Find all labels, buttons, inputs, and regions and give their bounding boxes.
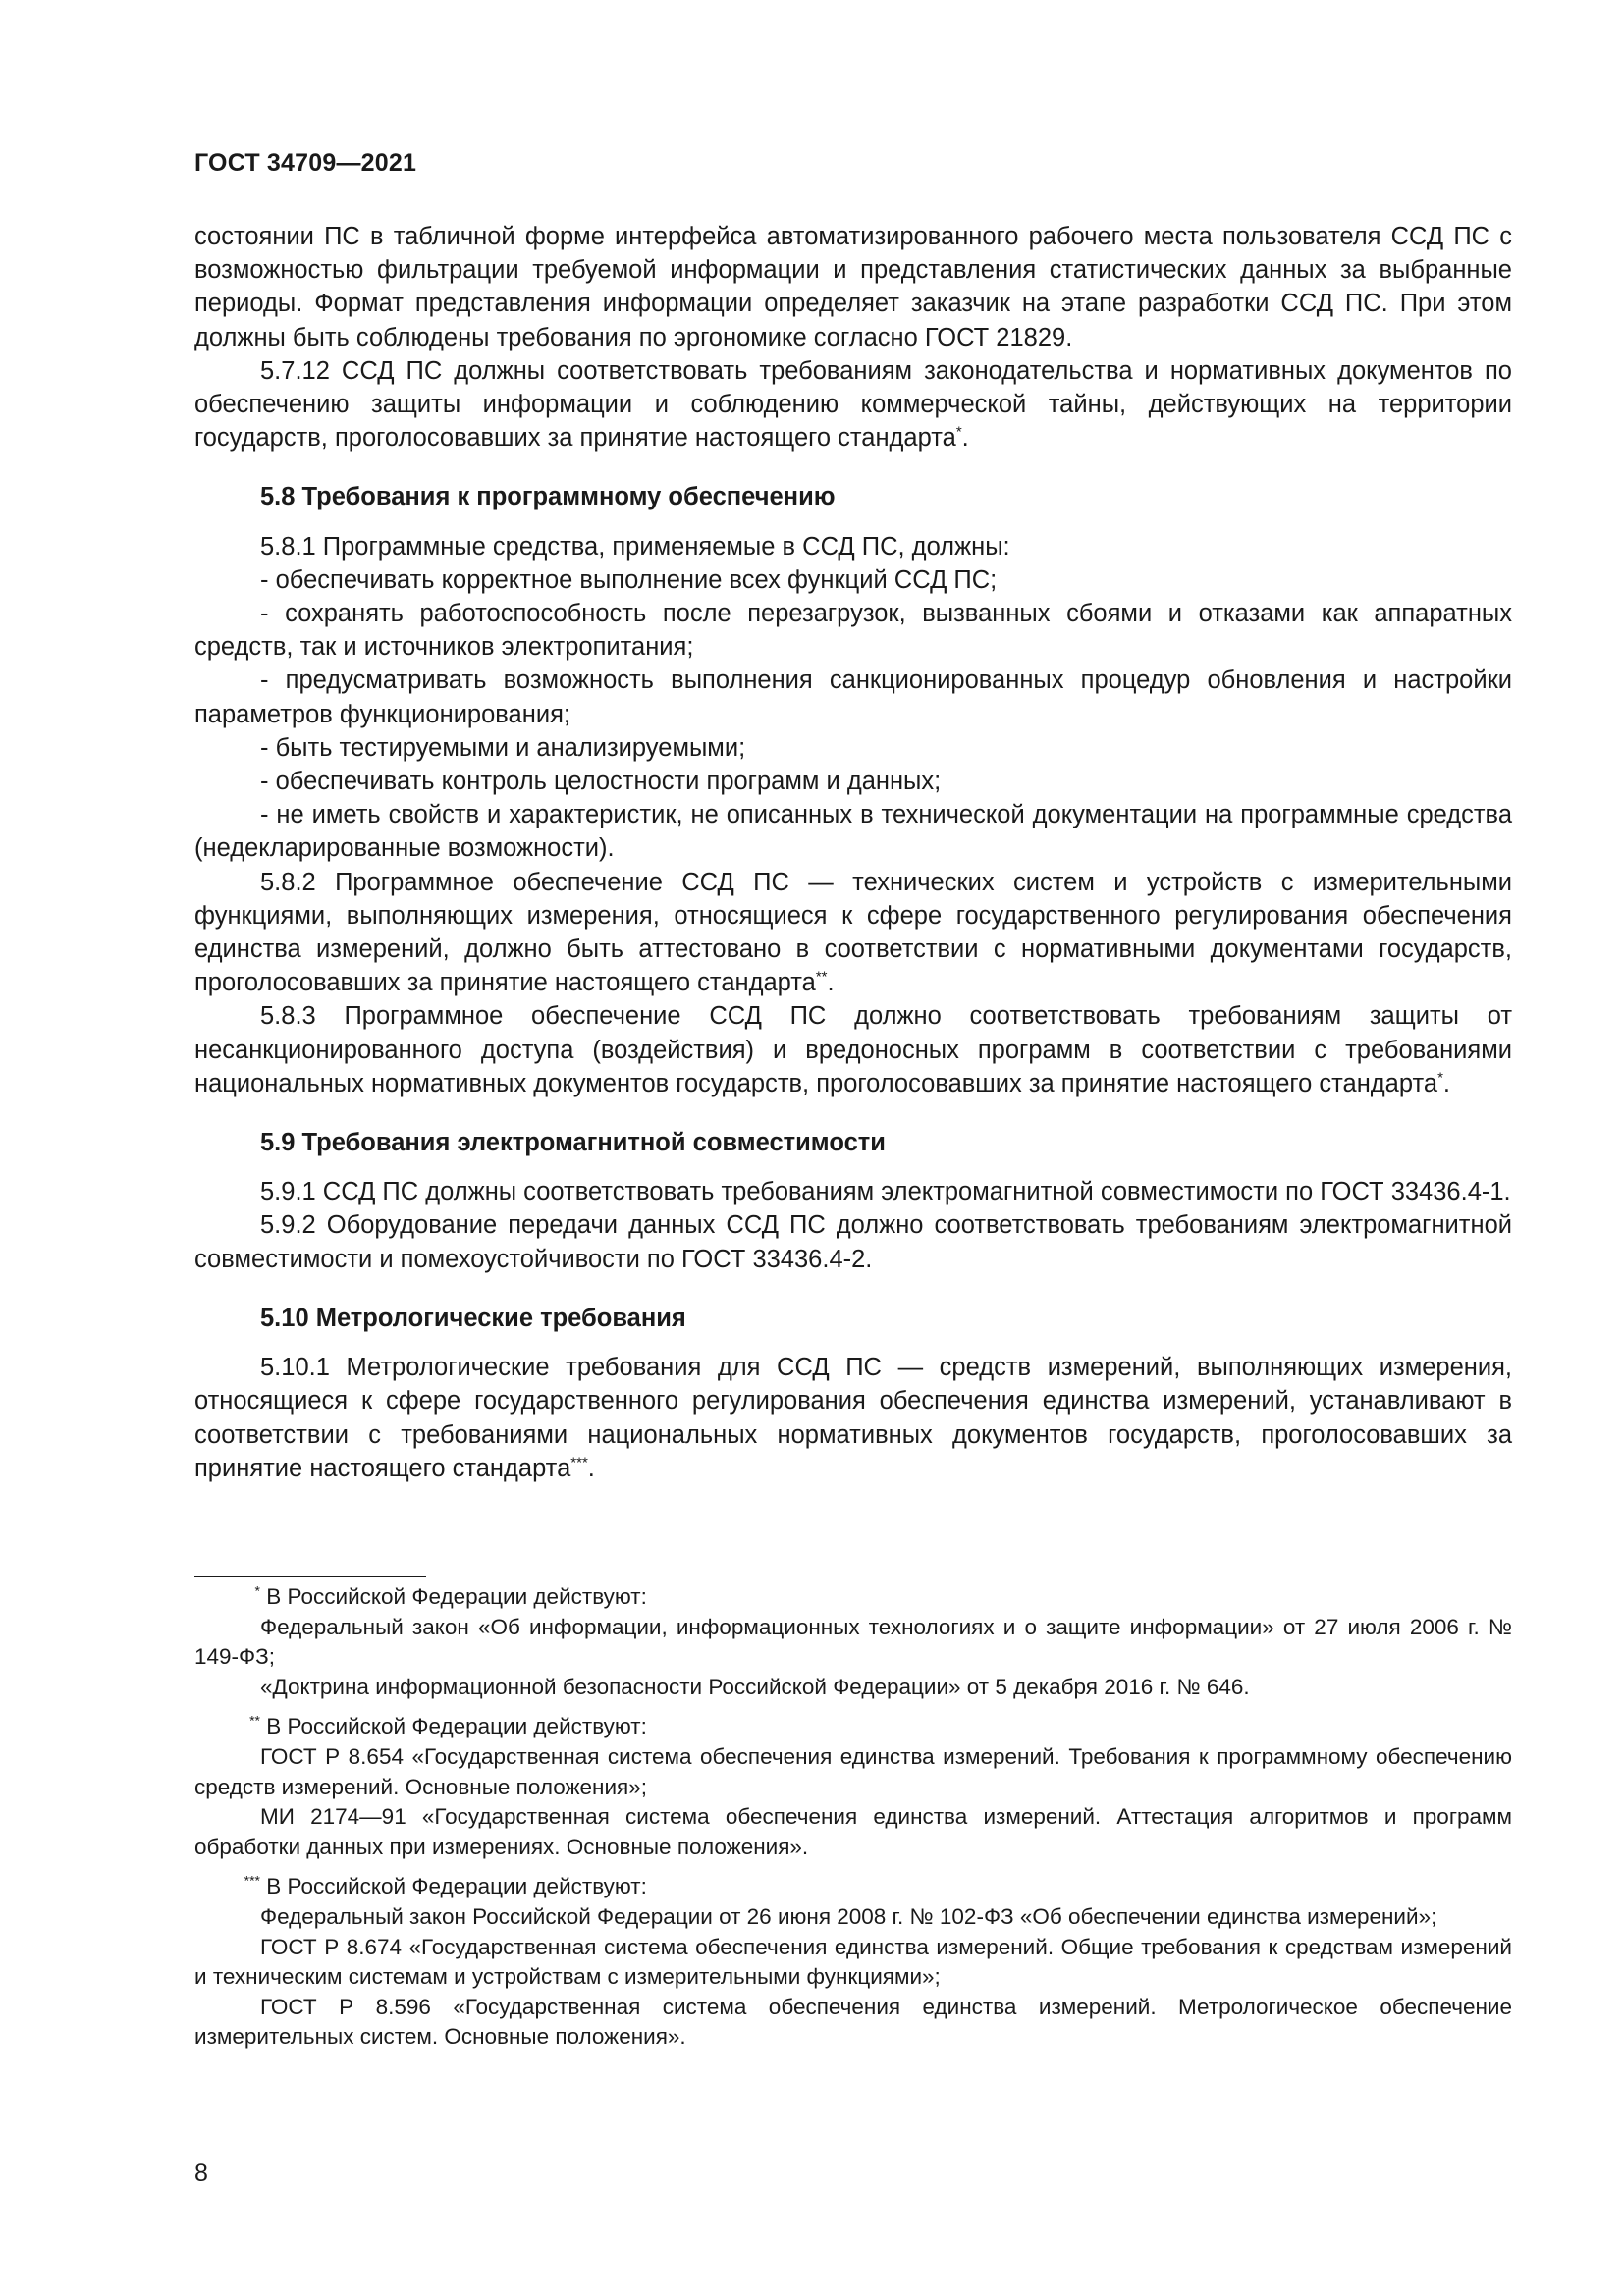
list-item: - не иметь свойств и характеристик, не описанных в технической документации на программные средства (недекларированные возможности). — [194, 801, 1512, 863]
footnote-ref: ** — [815, 968, 828, 986]
section-heading-5-9: 5.9 Требования электромагнитной совместимости — [260, 1129, 886, 1157]
list-item: - обеспечивать корректное выполнение всех функций ССД ПС; — [260, 565, 998, 594]
footnote-1-heading: * В Российской Федерации действуют: — [194, 1582, 1512, 1613]
footnote-ref: *** — [570, 1454, 588, 1471]
list-item: - быть тестируемыми и анализируемыми; — [260, 733, 746, 762]
paragraph-tail: . — [961, 424, 969, 453]
footnote-3-heading: *** В Российской Федерации действуют: — [194, 1872, 1512, 1902]
list-item: - обеспечивать контроль целостности программ и данных; — [260, 768, 942, 796]
footnotes — [194, 1582, 1512, 2053]
footnote-line: ГОСТ Р 8.596 «Государственная система обеспечения единства измерений. Метрологическое обеспечение измерительных систем. Основные положения». — [194, 1994, 1512, 2050]
paragraph-5-9-2: 5.9.2 Оборудование передачи данных ССД ПС должно соответствовать требованиям электромагнитной совместимости и помехоустойчивости по ГОСТ 33436.4-2. — [194, 1211, 1512, 1273]
section-heading-5-10: 5.10 Метрологические требования — [260, 1304, 686, 1332]
paragraph-intro: состоянии ПС в табличной форме интерфейса автоматизированного рабочего места пользователя ССД ПС с возможностью фильтрации требуемой информации и представления статистических данных за выбранные периоды. Формат представления информации определяет заказчик на этапе разработки ССД ПС. При этом должны быть соблюдены требования по эргономике согласно ГОСТ 21829. — [194, 223, 1512, 351]
page-number: 8 — [194, 2160, 208, 2187]
paragraph-tail: . — [1442, 1069, 1450, 1097]
paragraph-5-7-12 — [194, 354, 1512, 455]
paragraph-text: 5.10.1 Метрологические требования для ССД ПС — средств измерений, выполняющих измерения, относящиеся к сфере государственного регулирования обеспечения единства измерений, устанавливают в соответствии с требованиями национальных нормативных документов государств, проголосовавших за принятие настоящего стандарта — [194, 1354, 1512, 1482]
list-item: - предусматривать возможность выполнения санкционированных процедур обновления и настройки параметров функционирования; — [194, 667, 1512, 728]
paragraph-tail: . — [827, 969, 835, 997]
footnote-mark: * — [254, 1582, 260, 1599]
main-text — [194, 220, 1512, 1485]
footnote-line: ГОСТ Р 8.654 «Государственная система обеспечения единства измерений. Требования к программному обеспечению средств измерений. Основные положения»; — [194, 1743, 1512, 1799]
paragraph-tail: . — [587, 1454, 595, 1482]
list-item: - сохранять работоспособность после перезагрузок, вызванных сбоями и отказами как аппаратных средств, так и источников электропитания; — [194, 600, 1512, 662]
footnote-line: «Доктрина информационной безопасности Российской Федерации» от 5 декабря 2016 г. № 646. — [260, 1674, 1250, 1699]
footnote-line: ГОСТ Р 8.674 «Государственная система обеспечения единства измерений. Общие требования к средствам измерений и техническим системам и устройствам с измерительными функциями»; — [194, 1934, 1512, 1990]
footnote-2-heading: ** В Российской Федерации действуют: — [194, 1712, 1512, 1742]
paragraph-text: 5.7.12 ССД ПС должны соответствовать требованиям законодательства и нормативных документов по обеспечению защиты информации и соблюдению коммерческой тайны, действующих на территории государств, проголосовавших за принятие настоящего стандарта — [194, 356, 1512, 453]
paragraph-text: 5.8.3 Программное обеспечение ССД ПС должно соответствовать требованиям защиты от несанкционированного доступа (воздействия) и вредоносных программ в соответствии с требованиями национальных нормативных документов государств, проголосовавших за принятие настоящего стандарта — [194, 1002, 1512, 1097]
section-heading-5-8: 5.8 Требования к программному обеспечению — [260, 483, 836, 511]
footnote-mark: *** — [244, 1872, 260, 1889]
paragraph-5-9-1: 5.9.1 ССД ПС должны соответствовать требованиям электромагнитной совместимости по ГОСТ 33436.4-1. — [260, 1178, 1511, 1206]
footnote-ref: * — [955, 423, 962, 441]
paragraph-5-10-1 — [194, 1351, 1512, 1485]
footnote-line: МИ 2174—91 «Государственная система обеспечения единства измерений. Аттестация алгоритмов и программ обработки данных при измерениях. Основные положения». — [194, 1804, 1512, 1859]
footnote-mark: ** — [249, 1712, 260, 1729]
footnote-line: Федеральный закон «Об информации, информационных технологиях и о защите информации» от 27 июля 2006 г. № 149-ФЗ; — [194, 1614, 1512, 1670]
paragraph-5-8-3 — [194, 999, 1512, 1100]
footnote-line: Федеральный закон Российской Федерации от 26 июня 2008 г. № 102-ФЗ «Об обеспечении единства измерений»; — [260, 1903, 1437, 1929]
standard-code-header: ГОСТ 34709—2021 — [194, 149, 417, 177]
paragraph-5-8-1: 5.8.1 Программные средства, применяемые в ССД ПС, должны: — [260, 532, 1010, 561]
paragraph-text: 5.8.2 Программное обеспечение ССД ПС — технических систем и устройств с измерительными функциями, выполняющих измерения, относящиеся к сфере государственного регулирования обеспечения единства измерений, должно быть аттестовано в соответствии с нормативными документами государств, проголосовавших за принятие настоящего стандарта — [194, 868, 1512, 997]
footnote-separator — [194, 1576, 426, 1577]
footnote-ref: * — [1437, 1069, 1443, 1087]
paragraph-5-8-2 — [194, 866, 1512, 1000]
